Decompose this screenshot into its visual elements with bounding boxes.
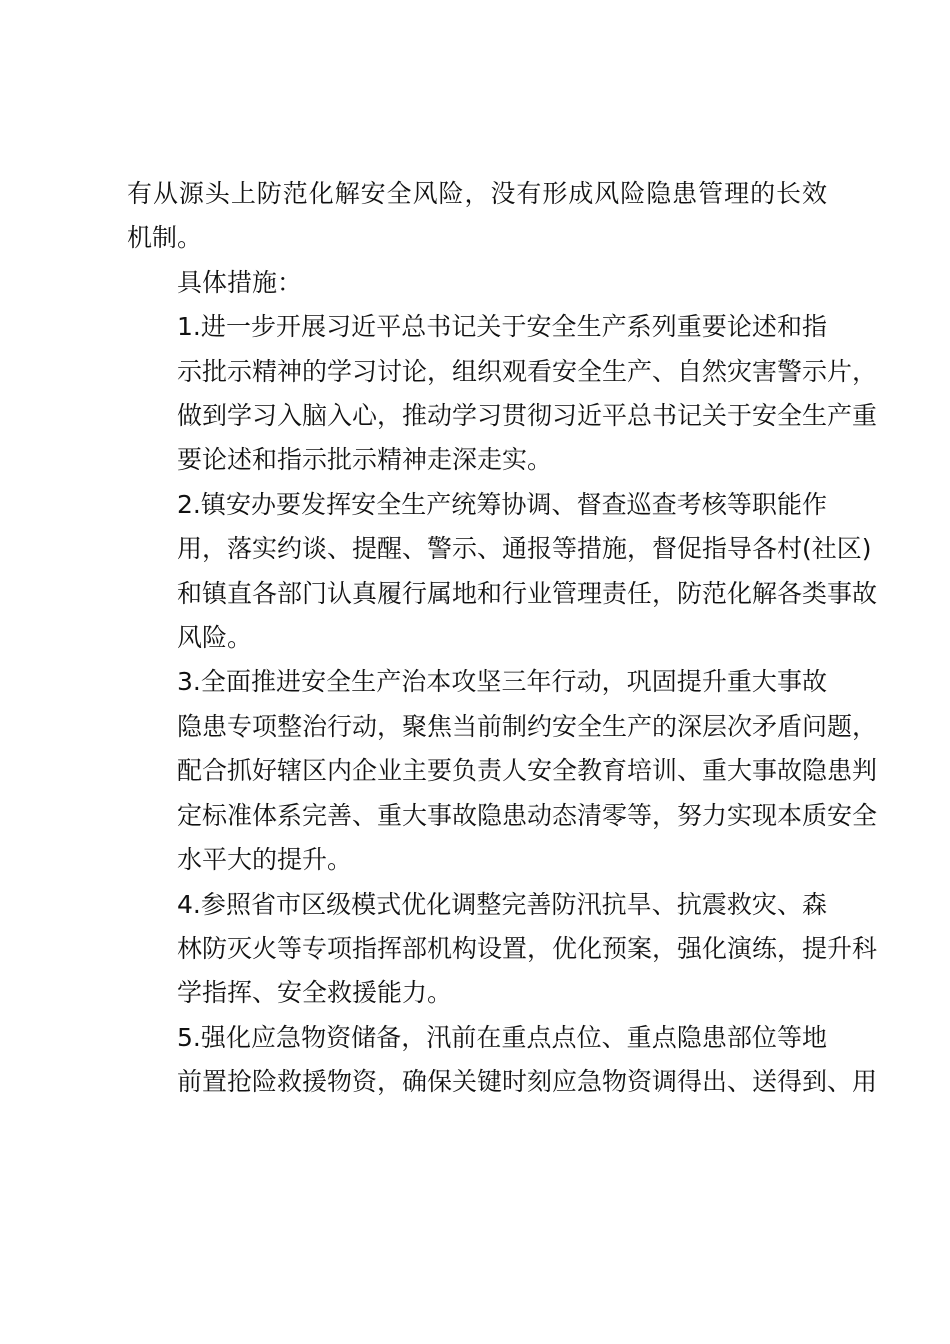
text-line: 1.进一步开展习近平总书记关于安全生产系列重要论述和指: [177, 312, 827, 342]
text-line: 5.强化应急物资储备，汛前在重点点位、重点隐患部位等地: [177, 1022, 827, 1052]
text-line: 学指挥、安全救援能力。: [177, 978, 453, 1008]
paragraph-measure-1: [127, 305, 878, 483]
text-line: 风险。: [177, 623, 253, 653]
text-line: 3.全面推进安全生产治本攻坚三年行动，巩固提升重大事故: [177, 667, 827, 697]
text-line: 用，落实约谈、提醒、警示、通报等措施，督促指导各村(社区): [177, 534, 872, 564]
text-line: 定标准体系完善、重大事故隐患动态清零等，努力实现本质安全: [177, 800, 878, 830]
paragraph-measure-4: [127, 883, 878, 1016]
document-body: [127, 172, 878, 1105]
text-line: 机制。: [127, 223, 203, 253]
text-line: 配合抓好辖区内企业主要负责人安全教育培训、重大事故隐患判: [177, 756, 878, 786]
text-line: 林防灭火等专项指挥部机构设置，优化预案，强化演练，提升科: [177, 933, 878, 963]
text-line: 2.镇安办要发挥安全生产统筹协调、督查巡查考核等职能作: [177, 489, 827, 519]
text-line: 4.参照省市区级模式优化调整完善防汛抗旱、抗震救灾、森: [177, 889, 827, 919]
text-line: 前置抢险救援物资，确保关键时刻应急物资调得出、送得到、用: [177, 1067, 878, 1097]
text-line: 水平大的提升。: [177, 845, 353, 875]
text-line: 示批示精神的学习讨论，组织观看安全生产、自然灾害警示片，: [177, 356, 878, 386]
text-line: 做到学习入脑入心，推动学习贯彻习近平总书记关于安全生产重: [177, 401, 878, 431]
text-line: 和镇直各部门认真履行属地和行业管理责任，防范化解各类事故: [177, 578, 878, 608]
text-line: 有从源头上防范化解安全风险，没有形成风险隐患管理的长效: [127, 179, 827, 208]
paragraph-risk-mechanism: [127, 172, 827, 261]
section-heading: 具体措施：: [177, 267, 303, 297]
paragraph-measure-5: [127, 1016, 878, 1105]
text-line: 隐患专项整治行动，聚焦当前制约安全生产的深层次矛盾问题，: [177, 711, 878, 741]
paragraph-measures-heading: [127, 261, 827, 305]
paragraph-measure-2: [127, 483, 878, 661]
text-line: 要论述和指示批示精神走深走实。: [177, 445, 553, 475]
paragraph-measure-3: [127, 660, 878, 882]
